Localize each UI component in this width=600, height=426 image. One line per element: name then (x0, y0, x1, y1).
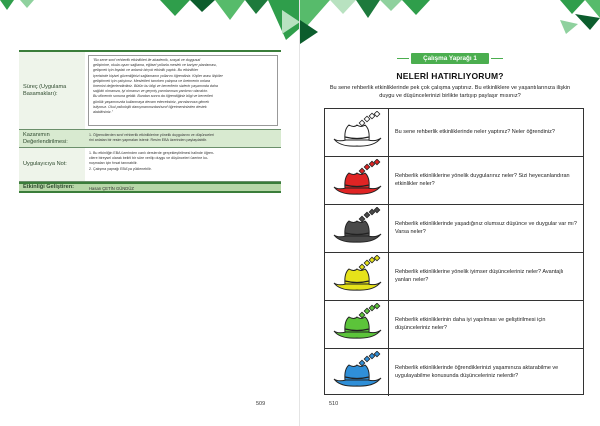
hat-question: Rehberlik etkinliklerine yönelik iyimser düşünceleriniz neler? Avantajlı yanları neler? (395, 268, 564, 283)
implementer-note-label: Uygulayıcıya Not: (19, 148, 85, 181)
evaluation-row (19, 130, 281, 148)
evaluation-line: rini anlatan bir resim yapmaları istenir. Resim EBA üzerinden paylaşılabilir. (89, 138, 208, 143)
hat-row (325, 157, 583, 205)
hat-cell (325, 349, 389, 396)
implementer-note-text (85, 148, 281, 181)
hat-cell (325, 109, 389, 156)
process-line: "Bu sene sınıf rehberlik etkinlikleri ile akademik, sosyal ve duygusal (93, 58, 201, 62)
page-number-left: 509 (256, 401, 266, 407)
page-number-right: 510 (329, 401, 339, 407)
process-line: Bu dönemin sonuna geldik. Bundan sonra da öğrendiğiniz bilgi ve becerileri (93, 94, 213, 99)
yellow-hat-icon (328, 255, 386, 297)
developer-label: Etkinliği Geliştiren: (19, 184, 85, 191)
black-hat-icon (328, 207, 386, 249)
process-line: günlük yaşamınızda kullanmaya devam edeceksiniz, yarınlarınıza gitmek (93, 99, 210, 104)
worksheet-badge: Çalışma Yaprağı 1 (411, 53, 489, 64)
process-line: geliştirmek için çalıştınız. Meslekleri tanırken çalışma ve üretmenin onlara (93, 78, 211, 83)
six-hats-table (324, 108, 584, 395)
evaluation-label: Kazanımın Değerlendirilmesi: (19, 130, 85, 147)
hat-question: Rehberlik etkinliklerinin daha iyi yapılması ve geliştirilmesi için düşünceleriniz neler? (395, 316, 546, 331)
green-hat-icon (328, 303, 386, 345)
process-line: istiyoruz. Okul psikolojik danışmanınızdan/sınıf öğretmeninizden destek (93, 104, 207, 109)
developer-row (19, 182, 281, 193)
note-line: nuşmaları için fırsat tanınabilir. (89, 161, 138, 166)
hat-question: Bu sene rehberlik etkinliklerinde neler yaptınız? Neler öğrendiniz? (395, 128, 555, 135)
hat-cell (325, 157, 389, 204)
hat-row (325, 205, 583, 253)
worksheet-title: NELERİ HATIRLIYORUM? (396, 71, 504, 81)
process-text (88, 55, 278, 126)
process-line: gelişimine, okula uyum sağlama, eğitsel yollarla meslek ve kariyer planlaması, (93, 63, 218, 68)
evaluation-line: 1. Öğrencilerden sınıf rehberlik etkinliklerine yönelik duygularını ve düşünceleri (89, 133, 215, 137)
hat-question: Rehberlik etkinliklerinde yaşadığınız olumsuz düşünce ve duygular var mı? Varsa neler? (395, 220, 577, 235)
lesson-plan-table (19, 50, 281, 193)
hat-cell (325, 253, 389, 300)
blue-hat-icon (328, 351, 386, 393)
process-label: Süreç (Uygulama Basamakları): (19, 52, 85, 129)
process-line: gelişmek için faydalı ve anlamlı birçok etkinlik yaptık. Bu etkinlikler (93, 68, 199, 73)
hat-row (325, 109, 583, 157)
hat-question: Rehberlik etkinliklerine yönelik duygularınız neler? Sizi heyecanlandıran etkinlikler neler? (395, 172, 570, 187)
red-hat-icon (328, 159, 386, 201)
developer-name: Hasan ÇETİN GÜNDÜZ (89, 186, 134, 191)
evaluation-text (85, 130, 281, 147)
hat-cell (325, 301, 389, 348)
process-line: alabilirsiniz." (93, 110, 113, 115)
hat-row (325, 301, 583, 349)
implementer-note-row (19, 148, 281, 182)
right-page (300, 0, 600, 426)
process-line: içerisinde kişisel güvenliğinizi sağlamanın yollarını öğrendiniz. Kişiler arası ilişkiler (93, 73, 223, 78)
note-line: cilere bireysel olarak belirli bir süre verilip duygu ve düşünceleri üzerine ko- (89, 156, 209, 161)
process-line: önemini değerlendirdiniz. Bütün bu bilgi ve becerilerin sizlerin yaşamında daha (93, 84, 218, 89)
white-hat-icon (328, 111, 386, 153)
hat-row (325, 349, 583, 397)
process-row (19, 50, 281, 130)
hat-row (325, 253, 583, 301)
process-line: sağlıklı olmanıza, iyi olmanızı ve geçmiş yarınlarınıza yardımcı olacaktır. (93, 89, 208, 94)
hat-cell (325, 205, 389, 252)
worksheet-intro: Bu sene rehberlik etkinliklerinde pek çok çalışma yaptınız. Bu etkinliklere ve yaşantılarınıza ilişkin duygu ve düşüncelerinizi birlikte tartışıp paylaşır mısınız? (329, 85, 571, 99)
note-line: 1. Bu etkinliğin EBA üzerinden canlı derslerde gerçekleştirilmesi halinde öğren- (89, 151, 215, 155)
hat-question: Rehberlik etkinliklerinde öğrendiklerinizi yaşamınıza aktarabilme ve uygulayabilme konusunda düşünceleriniz nelerdir? (395, 364, 559, 379)
note-line: 2. Çalışma yaprağı EBA'ya yüklenebilir. (89, 166, 152, 171)
